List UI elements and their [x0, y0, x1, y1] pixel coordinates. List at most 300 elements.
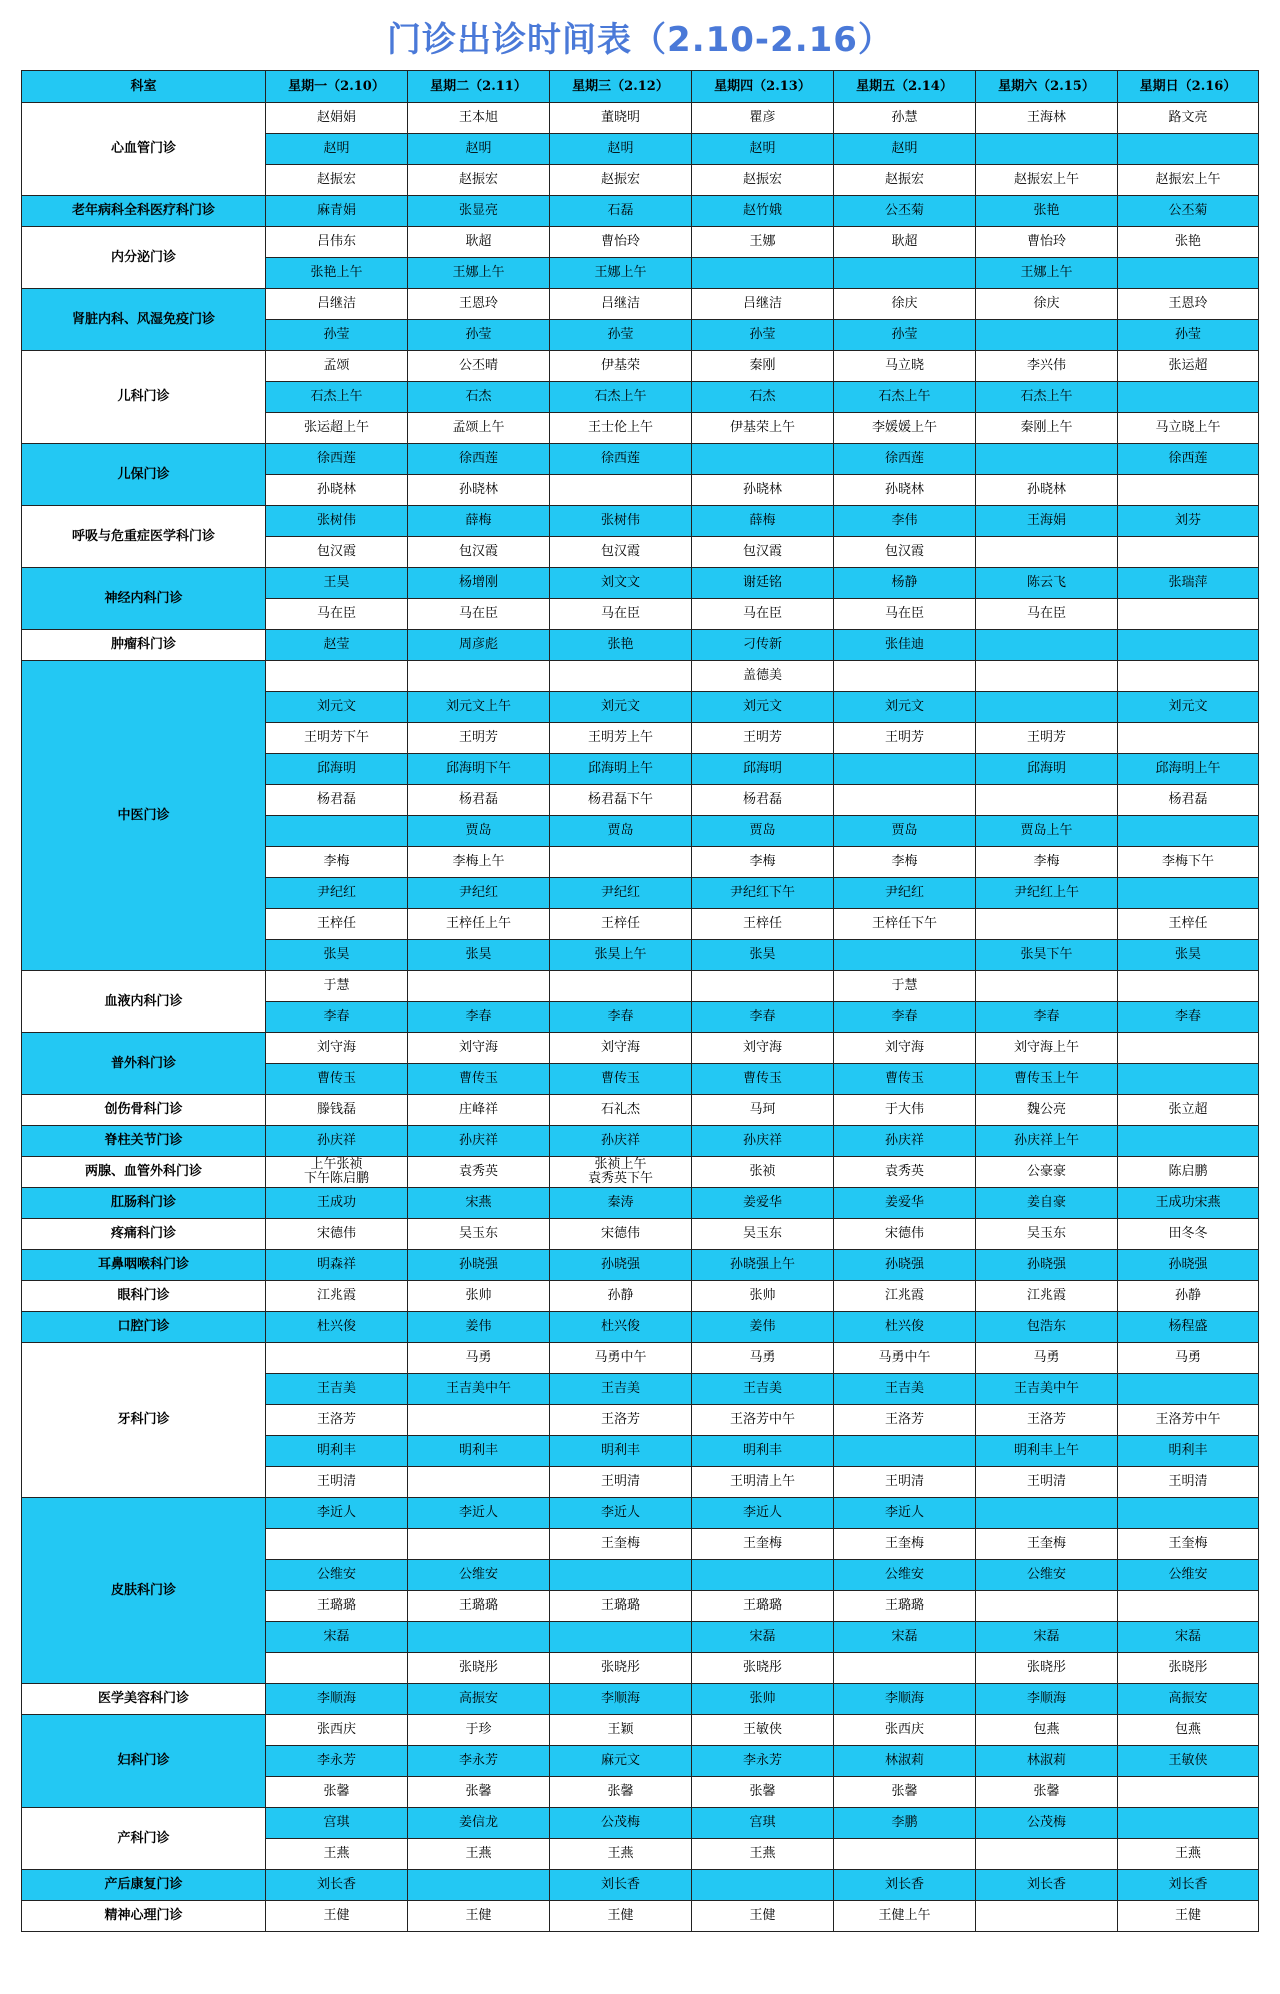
schedule-cell: 王明清	[976, 1467, 1118, 1498]
department-name: 老年病科全科医疗科门诊	[22, 196, 266, 227]
table-row	[22, 1219, 1259, 1250]
schedule-cell: 张显亮	[408, 196, 550, 227]
schedule-cell: 孙莹	[550, 320, 692, 351]
schedule-cell: 张西庆	[266, 1715, 408, 1746]
header-department: 科室	[22, 71, 266, 103]
schedule-cell: 杨君磊下午	[550, 785, 692, 816]
schedule-cell: 杨君磊	[692, 785, 834, 816]
schedule-cell: 宋德伟	[266, 1219, 408, 1250]
schedule-cell: 包汉霞	[266, 537, 408, 568]
page-title: 门诊出诊时间表（2.10-2.16）	[387, 20, 893, 60]
schedule-cell: 尹纪红上午	[976, 878, 1118, 909]
schedule-cell: 张馨	[834, 1777, 976, 1808]
schedule-cell: 张馨	[266, 1777, 408, 1808]
schedule-cell: 邱海明	[976, 754, 1118, 785]
schedule-cell: 马勇中午	[834, 1343, 976, 1374]
schedule-cell: 秦刚上午	[976, 413, 1118, 444]
schedule-cell	[976, 320, 1118, 351]
table-row	[22, 630, 1259, 661]
schedule-cell: 杜兴俊	[550, 1312, 692, 1343]
schedule-cell: 李春	[550, 1002, 692, 1033]
schedule-cell: 王吉美	[834, 1374, 976, 1405]
schedule-cell: 王奎梅	[834, 1529, 976, 1560]
schedule-cell: 张艳	[550, 630, 692, 661]
schedule-cell	[266, 816, 408, 847]
table-row	[22, 1498, 1259, 1529]
schedule-cell	[1118, 382, 1259, 413]
schedule-cell: 包浩东	[976, 1312, 1118, 1343]
schedule-cell: 石杰	[692, 382, 834, 413]
schedule-cell	[408, 1405, 550, 1436]
schedule-cell: 曹传玉	[266, 1064, 408, 1095]
schedule-cell: 王洛芳	[550, 1405, 692, 1436]
schedule-cell: 李近人	[550, 1498, 692, 1529]
schedule-cell: 王洛芳	[266, 1405, 408, 1436]
schedule-cell: 林淑莉	[834, 1746, 976, 1777]
department-name: 产科门诊	[22, 1808, 266, 1870]
table-row	[22, 103, 1259, 134]
department-name: 肛肠科门诊	[22, 1188, 266, 1219]
schedule-cell: 李梅上午	[408, 847, 550, 878]
schedule-cell: 马勇	[692, 1343, 834, 1374]
schedule-cell: 马在臣	[692, 599, 834, 630]
schedule-cell	[976, 909, 1118, 940]
schedule-cell: 孙晓强	[834, 1250, 976, 1281]
schedule-cell: 王璐璐	[408, 1591, 550, 1622]
schedule-cell: 李近人	[266, 1498, 408, 1529]
schedule-cell: 王成功	[266, 1188, 408, 1219]
table-row	[22, 1715, 1259, 1746]
schedule-cell: 明利丰	[266, 1436, 408, 1467]
schedule-cell: 张昊	[692, 940, 834, 971]
schedule-table	[21, 70, 1259, 1932]
schedule-cell: 吴玉东	[692, 1219, 834, 1250]
schedule-cell: 曹传玉	[834, 1064, 976, 1095]
schedule-cell	[266, 1529, 408, 1560]
schedule-cell: 尹纪红	[408, 878, 550, 909]
schedule-cell	[834, 785, 976, 816]
schedule-cell: 宋磊	[976, 1622, 1118, 1653]
schedule-cell: 曹传玉	[692, 1064, 834, 1095]
schedule-cell: 赵振宏上午	[976, 165, 1118, 196]
schedule-cell: 孙晓强	[976, 1250, 1118, 1281]
schedule-cell: 王本旭	[408, 103, 550, 134]
schedule-cell: 杨增刚	[408, 568, 550, 599]
schedule-cell: 孙庆祥上午	[976, 1126, 1118, 1157]
schedule-cell: 吴玉东	[408, 1219, 550, 1250]
schedule-cell: 王奎梅	[976, 1529, 1118, 1560]
schedule-cell: 刘长香	[976, 1870, 1118, 1901]
schedule-cell: 石礼杰	[550, 1095, 692, 1126]
schedule-cell	[692, 1870, 834, 1901]
schedule-cell: 周彦彪	[408, 630, 550, 661]
schedule-cell	[692, 1560, 834, 1591]
schedule-cell: 贾岛	[834, 816, 976, 847]
schedule-cell: 吕继洁	[550, 289, 692, 320]
schedule-cell: 王娜	[692, 227, 834, 258]
schedule-cell	[834, 754, 976, 785]
schedule-cell: 刘长香	[550, 1870, 692, 1901]
table-row	[22, 1188, 1259, 1219]
schedule-cell: 麻元文	[550, 1746, 692, 1777]
schedule-cell: 赵振宏上午	[1118, 165, 1259, 196]
schedule-cell: 明利丰	[408, 1436, 550, 1467]
schedule-cell: 姜爱华	[692, 1188, 834, 1219]
schedule-cell: 包燕	[976, 1715, 1118, 1746]
schedule-cell: 王吉美中午	[976, 1374, 1118, 1405]
schedule-cell: 孙莹	[1118, 320, 1259, 351]
schedule-cell-line: 张祯上午	[594, 1157, 647, 1172]
schedule-cell: 张帅	[692, 1684, 834, 1715]
schedule-cell: 袁秀英	[408, 1157, 550, 1188]
schedule-cell	[1118, 971, 1259, 1002]
schedule-cell	[976, 134, 1118, 165]
schedule-cell: 伊基荣上午	[692, 413, 834, 444]
table-row	[22, 1033, 1259, 1064]
schedule-cell: 张树伟	[266, 506, 408, 537]
schedule-cell: 王士伦上午	[550, 413, 692, 444]
table-row	[22, 289, 1259, 320]
schedule-cell: 赵振宏	[550, 165, 692, 196]
schedule-cell: 赵振宏	[266, 165, 408, 196]
schedule-cell: 马在臣	[408, 599, 550, 630]
table-row	[22, 1343, 1259, 1374]
schedule-cell: 王梓任	[550, 909, 692, 940]
schedule-cell: 石杰上午	[834, 382, 976, 413]
schedule-cell: 李春	[834, 1002, 976, 1033]
department-name: 口腔门诊	[22, 1312, 266, 1343]
schedule-cell: 田冬冬	[1118, 1219, 1259, 1250]
schedule-cell: 徐庆	[976, 289, 1118, 320]
schedule-cell: 李春	[408, 1002, 550, 1033]
schedule-cell: 曹传玉	[408, 1064, 550, 1095]
header-day: 星期二（2.11）	[408, 71, 550, 103]
schedule-cell: 邱海明下午	[408, 754, 550, 785]
schedule-cell: 公茂梅	[976, 1808, 1118, 1839]
schedule-cell: 张馨	[550, 1777, 692, 1808]
schedule-cell: 公维安	[266, 1560, 408, 1591]
schedule-cell: 赵娟娟	[266, 103, 408, 134]
schedule-cell: 徐西莲	[550, 444, 692, 475]
schedule-cell: 王璐璐	[692, 1591, 834, 1622]
schedule-cell: 王明清	[834, 1467, 976, 1498]
schedule-cell: 宋磊	[692, 1622, 834, 1653]
header-day: 星期日（2.16）	[1118, 71, 1259, 103]
schedule-cell	[976, 1839, 1118, 1870]
schedule-cell: 张帅	[692, 1281, 834, 1312]
schedule-cell	[550, 971, 692, 1002]
schedule-cell: 王明芳	[976, 723, 1118, 754]
schedule-cell: 尹纪红	[834, 878, 976, 909]
schedule-cell	[834, 1436, 976, 1467]
schedule-cell: 麻青娟	[266, 196, 408, 227]
department-name: 儿科门诊	[22, 351, 266, 444]
schedule-cell: 宋磊	[1118, 1622, 1259, 1653]
schedule-cell	[976, 971, 1118, 1002]
header-day: 星期四（2.13）	[692, 71, 834, 103]
schedule-cell: 王吉美中午	[408, 1374, 550, 1405]
schedule-cell	[408, 1870, 550, 1901]
schedule-cell: 曹传玉上午	[976, 1064, 1118, 1095]
schedule-cell	[266, 661, 408, 692]
schedule-cell: 赵振宏	[692, 165, 834, 196]
schedule-cell: 明森祥	[266, 1250, 408, 1281]
table-row	[22, 1312, 1259, 1343]
schedule-cell: 李近人	[834, 1498, 976, 1529]
schedule-cell	[550, 661, 692, 692]
schedule-cell: 刘元文	[834, 692, 976, 723]
schedule-cell: 王洛芳	[976, 1405, 1118, 1436]
schedule-cell: 杨君磊	[1118, 785, 1259, 816]
schedule-cell: 包汉霞	[834, 537, 976, 568]
table-row	[22, 1808, 1259, 1839]
schedule-cell: 王明清	[266, 1467, 408, 1498]
schedule-cell	[550, 847, 692, 878]
schedule-cell: 邱海明上午	[1118, 754, 1259, 785]
schedule-cell: 李顺海	[976, 1684, 1118, 1715]
schedule-cell: 李伟	[834, 506, 976, 537]
schedule-cell: 宋德伟	[834, 1219, 976, 1250]
schedule-cell: 李永芳	[408, 1746, 550, 1777]
header-day: 星期三（2.12）	[550, 71, 692, 103]
schedule-cell: 张晓彤	[550, 1653, 692, 1684]
schedule-cell: 王吉美	[266, 1374, 408, 1405]
schedule-cell: 孙静	[550, 1281, 692, 1312]
schedule-cell: 贾岛	[408, 816, 550, 847]
table-row	[22, 661, 1259, 692]
schedule-cell: 石磊	[550, 196, 692, 227]
schedule-cell: 江兆霞	[266, 1281, 408, 1312]
schedule-cell: 王恩玲	[408, 289, 550, 320]
schedule-cell: 刘元文	[692, 692, 834, 723]
schedule-cell: 曹传玉	[550, 1064, 692, 1095]
schedule-cell: 尹纪红	[550, 878, 692, 909]
schedule-cell: 石杰上午	[976, 382, 1118, 413]
department-name: 血液内科门诊	[22, 971, 266, 1033]
schedule-cell: 孙晓林	[266, 475, 408, 506]
schedule-cell: 张艳上午	[266, 258, 408, 289]
schedule-cell: 王梓任	[692, 909, 834, 940]
schedule-cell: 王梓任下午	[834, 909, 976, 940]
schedule-cell: 孙晓林	[834, 475, 976, 506]
department-name: 眼科门诊	[22, 1281, 266, 1312]
schedule-cell	[1118, 723, 1259, 754]
schedule-cell: 刘芬	[1118, 506, 1259, 537]
table-row	[22, 506, 1259, 537]
department-name: 儿保门诊	[22, 444, 266, 506]
schedule-cell: 于珍	[408, 1715, 550, 1746]
schedule-cell: 石杰	[408, 382, 550, 413]
schedule-cell: 孙庆祥	[692, 1126, 834, 1157]
schedule-cell: 薛梅	[408, 506, 550, 537]
table-row	[22, 227, 1259, 258]
schedule-cell: 宋磊	[834, 1622, 976, 1653]
schedule-cell: 李鹏	[834, 1808, 976, 1839]
schedule-cell: 魏公亮	[976, 1095, 1118, 1126]
schedule-cell	[1118, 475, 1259, 506]
schedule-cell	[976, 1498, 1118, 1529]
header-day: 星期一（2.10）	[266, 71, 408, 103]
schedule-cell: 赵明	[408, 134, 550, 165]
schedule-cell: 李春	[692, 1002, 834, 1033]
schedule-cell: 刘守海上午	[976, 1033, 1118, 1064]
schedule-cell	[550, 1560, 692, 1591]
schedule-cell: 邱海明	[692, 754, 834, 785]
schedule-cell: 赵明	[692, 134, 834, 165]
schedule-cell: 张晓彤	[976, 1653, 1118, 1684]
header-row	[22, 71, 1259, 103]
schedule-cell: 杨静	[834, 568, 976, 599]
schedule-cell: 吕继洁	[692, 289, 834, 320]
table-row	[22, 1157, 1259, 1188]
schedule-cell: 王璐璐	[834, 1591, 976, 1622]
schedule-cell: 包燕	[1118, 1715, 1259, 1746]
department-name: 呼吸与危重症医学科门诊	[22, 506, 266, 568]
schedule-cell: 孙莹	[834, 320, 976, 351]
schedule-cell: 贾岛	[550, 816, 692, 847]
schedule-cell: 李顺海	[834, 1684, 976, 1715]
schedule-cell	[408, 1529, 550, 1560]
schedule-cell	[834, 661, 976, 692]
schedule-cell: 王明芳上午	[550, 723, 692, 754]
schedule-cell: 姜信龙	[408, 1808, 550, 1839]
schedule-cell: 马在臣	[834, 599, 976, 630]
schedule-cell: 吕继洁	[266, 289, 408, 320]
schedule-cell: 姜自豪	[976, 1188, 1118, 1219]
department-name: 脊柱关节门诊	[22, 1126, 266, 1157]
schedule-cell: 王洛芳中午	[692, 1405, 834, 1436]
schedule-cell-line: 袁秀英下午	[587, 1171, 653, 1186]
department-name: 肾脏内科、风湿免疫门诊	[22, 289, 266, 351]
schedule-cell: 李梅下午	[1118, 847, 1259, 878]
schedule-cell: 公维安	[1118, 1560, 1259, 1591]
schedule-cell	[834, 1839, 976, 1870]
schedule-cell: 公维安	[976, 1560, 1118, 1591]
schedule-cell	[1118, 816, 1259, 847]
schedule-cell: 王敏侠	[1118, 1746, 1259, 1777]
schedule-cell	[1118, 661, 1259, 692]
schedule-cell: 王健	[408, 1901, 550, 1932]
schedule-cell: 宫琪	[266, 1808, 408, 1839]
schedule-cell: 尹纪红下午	[692, 878, 834, 909]
schedule-cell: 路文亮	[1118, 103, 1259, 134]
schedule-cell: 孙晓林	[408, 475, 550, 506]
schedule-cell: 张昊	[1118, 940, 1259, 971]
schedule-cell: 赵明	[550, 134, 692, 165]
schedule-cell	[1118, 1126, 1259, 1157]
schedule-cell: 秦涛	[550, 1188, 692, 1219]
schedule-cell: 于慧	[266, 971, 408, 1002]
schedule-cell: 徐西莲	[1118, 444, 1259, 475]
schedule-cell: 瞿彦	[692, 103, 834, 134]
schedule-cell: 赵振宏	[834, 165, 976, 196]
schedule-cell: 王健	[692, 1901, 834, 1932]
table-row	[22, 444, 1259, 475]
schedule-cell: 王娜上午	[976, 258, 1118, 289]
schedule-cell: 张瑞萍	[1118, 568, 1259, 599]
schedule-cell: 李媛媛上午	[834, 413, 976, 444]
schedule-cell: 刘文文	[550, 568, 692, 599]
schedule-cell: 刘守海	[834, 1033, 976, 1064]
schedule-cell	[408, 661, 550, 692]
department-name: 产后康复门诊	[22, 1870, 266, 1901]
schedule-cell: 刘元文	[266, 692, 408, 723]
schedule-cell	[550, 1622, 692, 1653]
schedule-cell: 包汉霞	[692, 537, 834, 568]
schedule-cell: 李春	[976, 1002, 1118, 1033]
department-name: 皮肤科门诊	[22, 1498, 266, 1684]
department-name: 普外科门诊	[22, 1033, 266, 1095]
table-row	[22, 351, 1259, 382]
schedule-cell: 贾岛上午	[976, 816, 1118, 847]
schedule-cell: 孟颂	[266, 351, 408, 382]
schedule-cell: 李梅	[976, 847, 1118, 878]
schedule-cell: 马在臣	[266, 599, 408, 630]
schedule-cell	[834, 258, 976, 289]
department-name: 疼痛科门诊	[22, 1219, 266, 1250]
schedule-cell: 张馨	[692, 1777, 834, 1808]
schedule-cell: 宋燕	[408, 1188, 550, 1219]
schedule-cell: 王梓任上午	[408, 909, 550, 940]
schedule-cell: 耿超	[408, 227, 550, 258]
schedule-cell: 王吉美	[692, 1374, 834, 1405]
schedule-cell: 孙庆祥	[834, 1126, 976, 1157]
schedule-cell: 伊基荣	[550, 351, 692, 382]
schedule-cell: 徐庆	[834, 289, 976, 320]
schedule-cell: 王昊	[266, 568, 408, 599]
schedule-cell: 刘长香	[834, 1870, 976, 1901]
schedule-cell: 赵竹娥	[692, 196, 834, 227]
schedule-cell: 谢廷铭	[692, 568, 834, 599]
schedule-cell: 张艳	[1118, 227, 1259, 258]
schedule-cell: 王颖	[550, 1715, 692, 1746]
schedule-cell: 高振安	[408, 1684, 550, 1715]
schedule-cell	[1118, 1498, 1259, 1529]
schedule-cell: 张祯	[692, 1157, 834, 1188]
schedule-cell: 刁传新	[692, 630, 834, 661]
schedule-cell: 马勇	[408, 1343, 550, 1374]
schedule-cell: 秦刚	[692, 351, 834, 382]
schedule-cell	[1118, 1777, 1259, 1808]
schedule-cell: 宋德伟	[550, 1219, 692, 1250]
schedule-cell: 马立晓	[834, 351, 976, 382]
department-name: 耳鼻咽喉科门诊	[22, 1250, 266, 1281]
schedule-cell: 杜兴俊	[834, 1312, 976, 1343]
schedule-cell: 徐西莲	[408, 444, 550, 475]
schedule-cell: 王燕	[266, 1839, 408, 1870]
schedule-cell: 张运超上午	[266, 413, 408, 444]
schedule-cell: 孙晓林	[976, 475, 1118, 506]
schedule-cell: 张昊下午	[976, 940, 1118, 971]
schedule-cell	[1118, 1033, 1259, 1064]
schedule-cell: 王海娟	[976, 506, 1118, 537]
schedule-cell	[1118, 258, 1259, 289]
schedule-cell: 陈云飞	[976, 568, 1118, 599]
schedule-cell: 宋磊	[266, 1622, 408, 1653]
schedule-cell: 李春	[1118, 1002, 1259, 1033]
schedule-cell: 孙晓强	[550, 1250, 692, 1281]
schedule-cell: 马勇	[976, 1343, 1118, 1374]
schedule-cell: 赵明	[266, 134, 408, 165]
schedule-cell: 孙晓强上午	[692, 1250, 834, 1281]
schedule-cell: 贾岛	[692, 816, 834, 847]
schedule-cell: 孙晓强	[1118, 1250, 1259, 1281]
schedule-cell: 高振安	[1118, 1684, 1259, 1715]
schedule-cell: 石杰上午	[550, 382, 692, 413]
schedule-cell: 姜伟	[408, 1312, 550, 1343]
department-name: 中医门诊	[22, 661, 266, 971]
schedule-cell: 王燕	[1118, 1839, 1259, 1870]
